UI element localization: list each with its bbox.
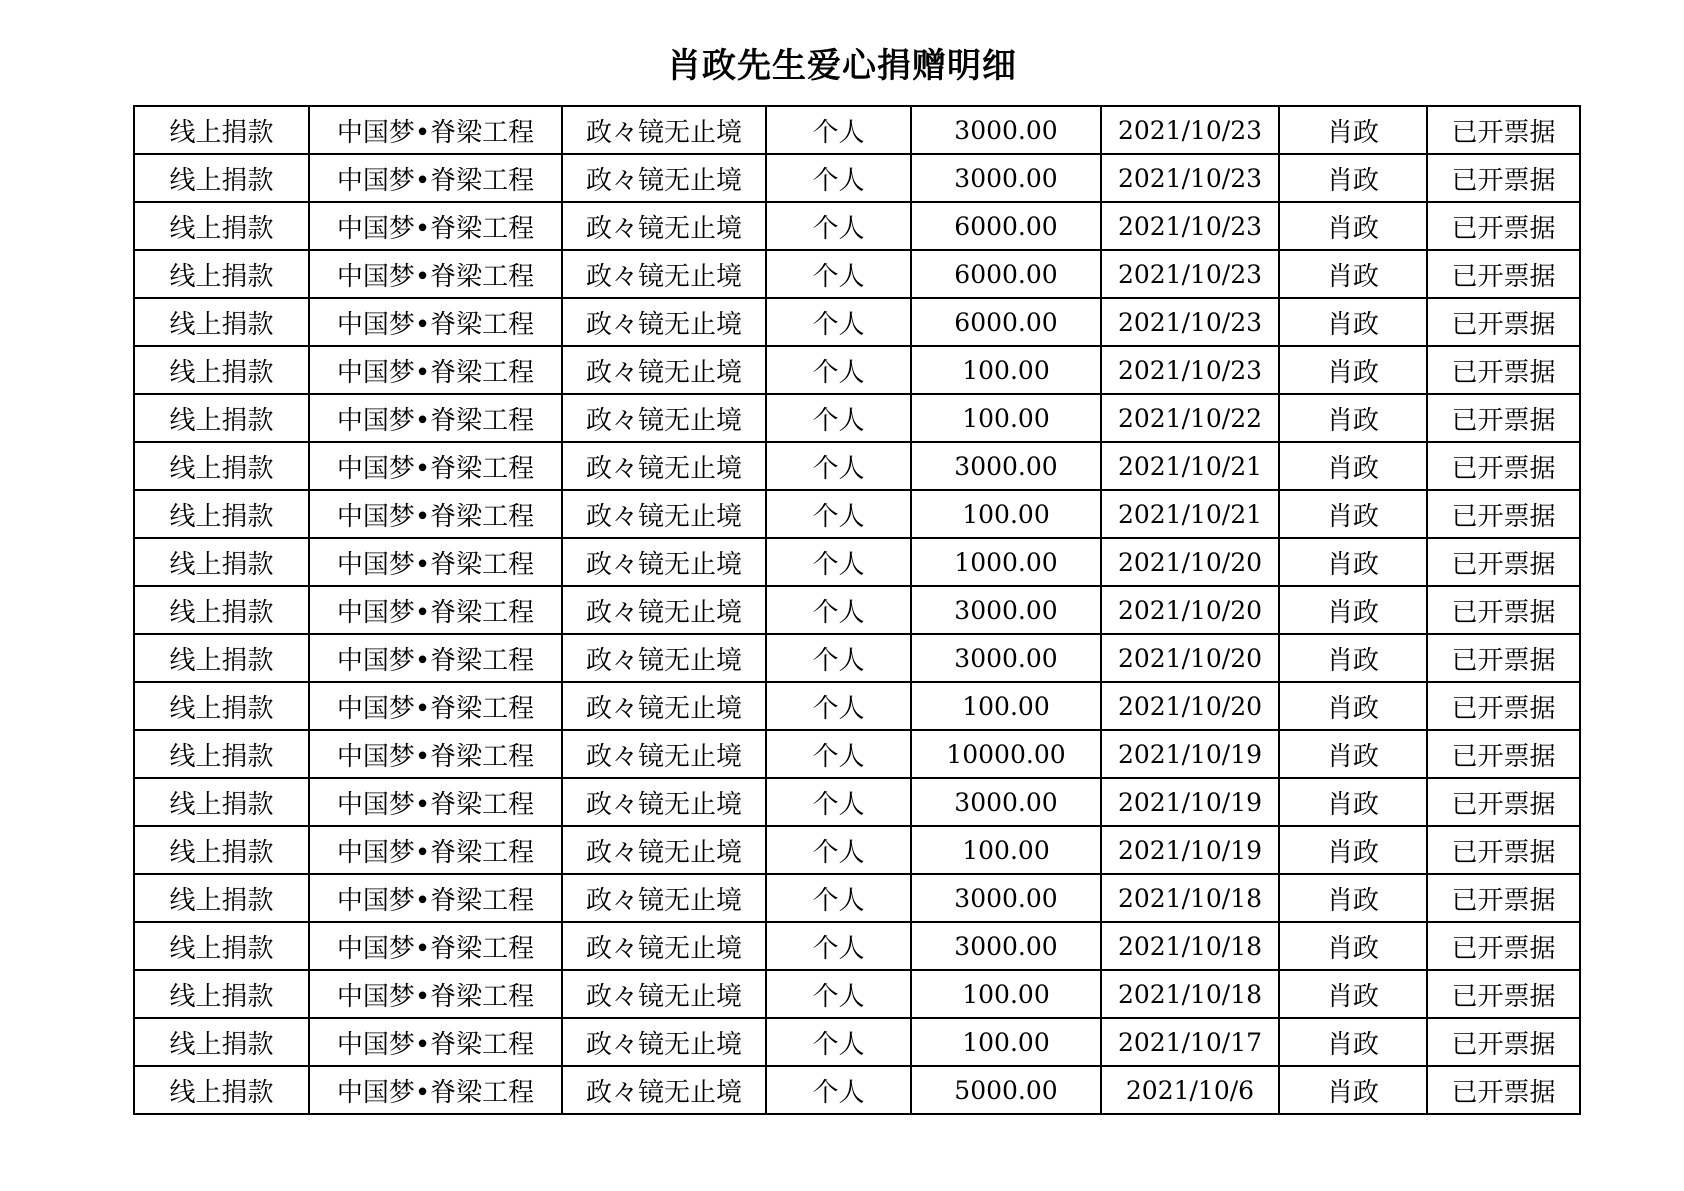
project-cell: 中国梦•脊梁工程 <box>309 490 562 538</box>
table-row <box>134 682 1580 730</box>
donor-name-cell: 肖政 <box>1279 682 1427 730</box>
method-cell: 线上捐款 <box>134 538 309 586</box>
date-cell: 2021/10/17 <box>1101 1018 1279 1066</box>
project-cell: 中国梦•脊梁工程 <box>309 634 562 682</box>
date-cell: 2021/10/20 <box>1101 586 1279 634</box>
table-row <box>134 970 1580 1018</box>
method-cell: 线上捐款 <box>134 1066 309 1114</box>
method-cell: 线上捐款 <box>134 730 309 778</box>
campaign-cell: 政々镜无止境 <box>562 778 766 826</box>
method-cell: 线上捐款 <box>134 922 309 970</box>
method-cell: 线上捐款 <box>134 1018 309 1066</box>
donor-type-cell: 个人 <box>766 826 911 874</box>
receipt-status-cell: 已开票据 <box>1427 682 1580 730</box>
amount-cell: 100.00 <box>911 682 1101 730</box>
method-cell: 线上捐款 <box>134 298 309 346</box>
receipt-status-cell: 已开票据 <box>1427 154 1580 202</box>
amount-cell: 3000.00 <box>911 634 1101 682</box>
receipt-status-cell: 已开票据 <box>1427 298 1580 346</box>
table-row <box>134 922 1580 970</box>
receipt-status-cell: 已开票据 <box>1427 730 1580 778</box>
receipt-status-cell: 已开票据 <box>1427 346 1580 394</box>
method-cell: 线上捐款 <box>134 106 309 154</box>
donation-table <box>133 105 1581 1115</box>
campaign-cell: 政々镜无止境 <box>562 298 766 346</box>
donor-name-cell: 肖政 <box>1279 490 1427 538</box>
date-cell: 2021/10/23 <box>1101 202 1279 250</box>
table-row <box>134 778 1580 826</box>
donor-type-cell: 个人 <box>766 730 911 778</box>
project-cell: 中国梦•脊梁工程 <box>309 346 562 394</box>
campaign-cell: 政々镜无止境 <box>562 490 766 538</box>
donor-type-cell: 个人 <box>766 298 911 346</box>
amount-cell: 3000.00 <box>911 442 1101 490</box>
amount-cell: 100.00 <box>911 970 1101 1018</box>
project-cell: 中国梦•脊梁工程 <box>309 442 562 490</box>
table-row <box>134 730 1580 778</box>
project-cell: 中国梦•脊梁工程 <box>309 682 562 730</box>
receipt-status-cell: 已开票据 <box>1427 1066 1580 1114</box>
date-cell: 2021/10/18 <box>1101 922 1279 970</box>
table-row <box>134 490 1580 538</box>
donor-name-cell: 肖政 <box>1279 442 1427 490</box>
date-cell: 2021/10/19 <box>1101 778 1279 826</box>
donor-type-cell: 个人 <box>766 922 911 970</box>
amount-cell: 3000.00 <box>911 874 1101 922</box>
project-cell: 中国梦•脊梁工程 <box>309 826 562 874</box>
table-row <box>134 250 1580 298</box>
table-row <box>134 538 1580 586</box>
amount-cell: 3000.00 <box>911 778 1101 826</box>
campaign-cell: 政々镜无止境 <box>562 250 766 298</box>
table-row <box>134 586 1580 634</box>
amount-cell: 3000.00 <box>911 106 1101 154</box>
donor-name-cell: 肖政 <box>1279 778 1427 826</box>
amount-cell: 6000.00 <box>911 250 1101 298</box>
method-cell: 线上捐款 <box>134 826 309 874</box>
amount-cell: 100.00 <box>911 346 1101 394</box>
donor-name-cell: 肖政 <box>1279 1066 1427 1114</box>
method-cell: 线上捐款 <box>134 874 309 922</box>
receipt-status-cell: 已开票据 <box>1427 202 1580 250</box>
receipt-status-cell: 已开票据 <box>1427 490 1580 538</box>
receipt-status-cell: 已开票据 <box>1427 1018 1580 1066</box>
date-cell: 2021/10/20 <box>1101 682 1279 730</box>
campaign-cell: 政々镜无止境 <box>562 106 766 154</box>
campaign-cell: 政々镜无止境 <box>562 442 766 490</box>
method-cell: 线上捐款 <box>134 202 309 250</box>
method-cell: 线上捐款 <box>134 442 309 490</box>
date-cell: 2021/10/21 <box>1101 442 1279 490</box>
donor-type-cell: 个人 <box>766 970 911 1018</box>
donor-type-cell: 个人 <box>766 1018 911 1066</box>
table-row <box>134 442 1580 490</box>
receipt-status-cell: 已开票据 <box>1427 634 1580 682</box>
campaign-cell: 政々镜无止境 <box>562 634 766 682</box>
donor-type-cell: 个人 <box>766 154 911 202</box>
donor-type-cell: 个人 <box>766 202 911 250</box>
donor-name-cell: 肖政 <box>1279 106 1427 154</box>
amount-cell: 3000.00 <box>911 586 1101 634</box>
date-cell: 2021/10/23 <box>1101 154 1279 202</box>
project-cell: 中国梦•脊梁工程 <box>309 730 562 778</box>
donor-type-cell: 个人 <box>766 106 911 154</box>
method-cell: 线上捐款 <box>134 970 309 1018</box>
donor-type-cell: 个人 <box>766 394 911 442</box>
amount-cell: 100.00 <box>911 1018 1101 1066</box>
amount-cell: 6000.00 <box>911 202 1101 250</box>
project-cell: 中国梦•脊梁工程 <box>309 778 562 826</box>
donor-type-cell: 个人 <box>766 442 911 490</box>
donor-type-cell: 个人 <box>766 874 911 922</box>
project-cell: 中国梦•脊梁工程 <box>309 298 562 346</box>
method-cell: 线上捐款 <box>134 490 309 538</box>
date-cell: 2021/10/6 <box>1101 1066 1279 1114</box>
project-cell: 中国梦•脊梁工程 <box>309 922 562 970</box>
campaign-cell: 政々镜无止境 <box>562 874 766 922</box>
receipt-status-cell: 已开票据 <box>1427 538 1580 586</box>
receipt-status-cell: 已开票据 <box>1427 874 1580 922</box>
donor-name-cell: 肖政 <box>1279 154 1427 202</box>
date-cell: 2021/10/23 <box>1101 250 1279 298</box>
donor-name-cell: 肖政 <box>1279 1018 1427 1066</box>
project-cell: 中国梦•脊梁工程 <box>309 394 562 442</box>
date-cell: 2021/10/22 <box>1101 394 1279 442</box>
receipt-status-cell: 已开票据 <box>1427 442 1580 490</box>
donor-type-cell: 个人 <box>766 346 911 394</box>
donor-name-cell: 肖政 <box>1279 970 1427 1018</box>
project-cell: 中国梦•脊梁工程 <box>309 202 562 250</box>
method-cell: 线上捐款 <box>134 682 309 730</box>
donor-name-cell: 肖政 <box>1279 922 1427 970</box>
donor-name-cell: 肖政 <box>1279 730 1427 778</box>
campaign-cell: 政々镜无止境 <box>562 538 766 586</box>
table-row <box>134 154 1580 202</box>
amount-cell: 1000.00 <box>911 538 1101 586</box>
table-row <box>134 634 1580 682</box>
donor-name-cell: 肖政 <box>1279 346 1427 394</box>
campaign-cell: 政々镜无止境 <box>562 586 766 634</box>
receipt-status-cell: 已开票据 <box>1427 922 1580 970</box>
receipt-status-cell: 已开票据 <box>1427 394 1580 442</box>
campaign-cell: 政々镜无止境 <box>562 682 766 730</box>
donor-name-cell: 肖政 <box>1279 586 1427 634</box>
table-row <box>134 346 1580 394</box>
date-cell: 2021/10/20 <box>1101 538 1279 586</box>
table-row <box>134 202 1580 250</box>
donor-name-cell: 肖政 <box>1279 298 1427 346</box>
date-cell: 2021/10/19 <box>1101 730 1279 778</box>
project-cell: 中国梦•脊梁工程 <box>309 538 562 586</box>
table-row <box>134 298 1580 346</box>
donor-type-cell: 个人 <box>766 250 911 298</box>
project-cell: 中国梦•脊梁工程 <box>309 586 562 634</box>
amount-cell: 5000.00 <box>911 1066 1101 1114</box>
project-cell: 中国梦•脊梁工程 <box>309 154 562 202</box>
project-cell: 中国梦•脊梁工程 <box>309 250 562 298</box>
method-cell: 线上捐款 <box>134 394 309 442</box>
project-cell: 中国梦•脊梁工程 <box>309 874 562 922</box>
donor-type-cell: 个人 <box>766 1066 911 1114</box>
donor-name-cell: 肖政 <box>1279 202 1427 250</box>
donor-type-cell: 个人 <box>766 634 911 682</box>
date-cell: 2021/10/23 <box>1101 346 1279 394</box>
donor-name-cell: 肖政 <box>1279 538 1427 586</box>
method-cell: 线上捐款 <box>134 250 309 298</box>
amount-cell: 100.00 <box>911 394 1101 442</box>
table-row <box>134 1018 1580 1066</box>
amount-cell: 100.00 <box>911 490 1101 538</box>
method-cell: 线上捐款 <box>134 634 309 682</box>
campaign-cell: 政々镜无止境 <box>562 154 766 202</box>
method-cell: 线上捐款 <box>134 346 309 394</box>
amount-cell: 100.00 <box>911 826 1101 874</box>
date-cell: 2021/10/23 <box>1101 298 1279 346</box>
receipt-status-cell: 已开票据 <box>1427 970 1580 1018</box>
campaign-cell: 政々镜无止境 <box>562 730 766 778</box>
campaign-cell: 政々镜无止境 <box>562 346 766 394</box>
donor-type-cell: 个人 <box>766 538 911 586</box>
donor-name-cell: 肖政 <box>1279 826 1427 874</box>
table-row <box>134 874 1580 922</box>
campaign-cell: 政々镜无止境 <box>562 826 766 874</box>
amount-cell: 10000.00 <box>911 730 1101 778</box>
project-cell: 中国梦•脊梁工程 <box>309 106 562 154</box>
date-cell: 2021/10/18 <box>1101 874 1279 922</box>
table-row <box>134 106 1580 154</box>
donor-name-cell: 肖政 <box>1279 874 1427 922</box>
table-row <box>134 826 1580 874</box>
campaign-cell: 政々镜无止境 <box>562 1018 766 1066</box>
method-cell: 线上捐款 <box>134 154 309 202</box>
donor-name-cell: 肖政 <box>1279 634 1427 682</box>
amount-cell: 3000.00 <box>911 922 1101 970</box>
amount-cell: 6000.00 <box>911 298 1101 346</box>
campaign-cell: 政々镜无止境 <box>562 202 766 250</box>
table-row <box>134 394 1580 442</box>
date-cell: 2021/10/18 <box>1101 970 1279 1018</box>
date-cell: 2021/10/23 <box>1101 106 1279 154</box>
document-title: 肖政先生爱心捐赠明细 <box>667 46 1017 86</box>
amount-cell: 3000.00 <box>911 154 1101 202</box>
donor-type-cell: 个人 <box>766 586 911 634</box>
receipt-status-cell: 已开票据 <box>1427 250 1580 298</box>
date-cell: 2021/10/20 <box>1101 634 1279 682</box>
date-cell: 2021/10/21 <box>1101 490 1279 538</box>
donation-table-body <box>134 106 1580 1114</box>
donor-type-cell: 个人 <box>766 778 911 826</box>
campaign-cell: 政々镜无止境 <box>562 970 766 1018</box>
receipt-status-cell: 已开票据 <box>1427 106 1580 154</box>
receipt-status-cell: 已开票据 <box>1427 826 1580 874</box>
project-cell: 中国梦•脊梁工程 <box>309 1066 562 1114</box>
method-cell: 线上捐款 <box>134 586 309 634</box>
project-cell: 中国梦•脊梁工程 <box>309 970 562 1018</box>
receipt-status-cell: 已开票据 <box>1427 778 1580 826</box>
donor-type-cell: 个人 <box>766 682 911 730</box>
campaign-cell: 政々镜无止境 <box>562 922 766 970</box>
campaign-cell: 政々镜无止境 <box>562 394 766 442</box>
campaign-cell: 政々镜无止境 <box>562 1066 766 1114</box>
receipt-status-cell: 已开票据 <box>1427 586 1580 634</box>
donor-name-cell: 肖政 <box>1279 250 1427 298</box>
donor-type-cell: 个人 <box>766 490 911 538</box>
method-cell: 线上捐款 <box>134 778 309 826</box>
date-cell: 2021/10/19 <box>1101 826 1279 874</box>
donor-name-cell: 肖政 <box>1279 394 1427 442</box>
table-row <box>134 1066 1580 1114</box>
project-cell: 中国梦•脊梁工程 <box>309 1018 562 1066</box>
